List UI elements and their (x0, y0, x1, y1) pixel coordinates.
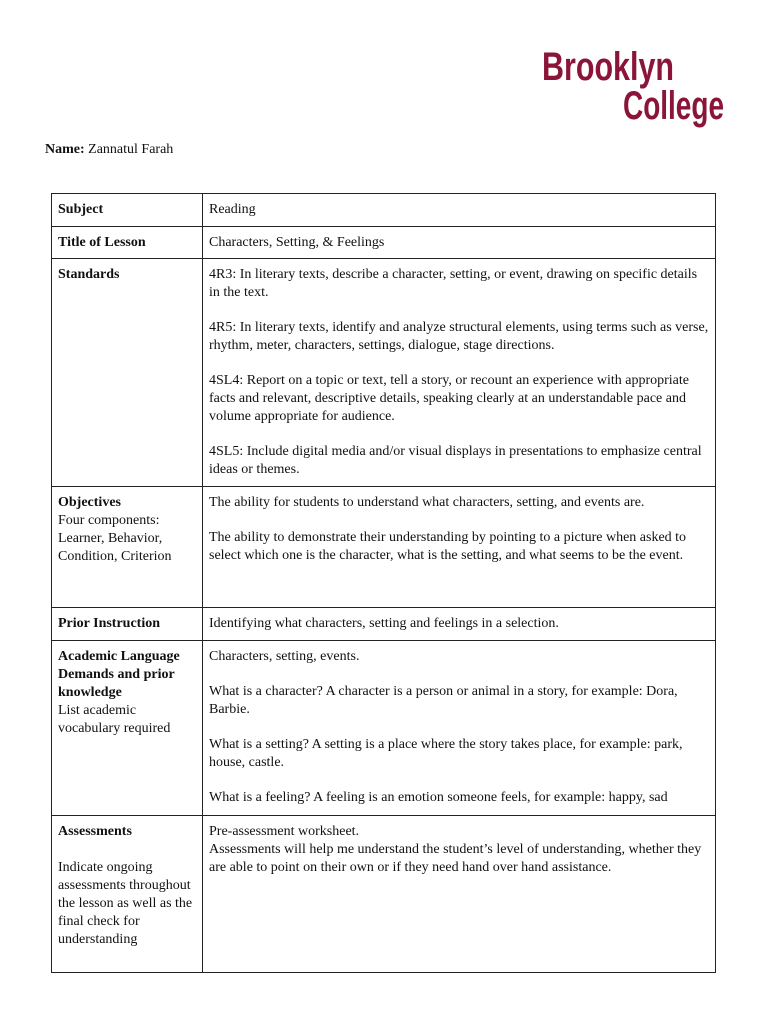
row-standards (52, 259, 716, 487)
row-sublabel: Indicate ongoing assessments throughout the lesson as well as the final check for understanding (58, 860, 193, 947)
row-label: Academic Language Demands and prior knowledge (58, 649, 180, 700)
row-title-of-lesson (52, 227, 716, 259)
name-label: Name: (45, 142, 85, 157)
objective-1: The ability for students to understand what characters, setting, and events are. (209, 495, 645, 510)
row-label: Prior Instruction (58, 616, 161, 631)
row-content-text: Reading (209, 202, 256, 217)
row-sublabel: List academic vocabulary required (58, 703, 171, 736)
row-content-cell (203, 608, 716, 641)
row-label-cell (52, 259, 203, 487)
assessment-1: Pre-assessment worksheet. (209, 824, 360, 839)
row-prior-instruction (52, 608, 716, 641)
brooklyn-college-logo (542, 44, 732, 126)
standard-4sl5: 4SL5: Include digital media and/or visual displays in presentations to emphasize central ideas or themes. (209, 444, 702, 477)
logo-line-1: Brooklyn (542, 45, 674, 89)
character-definition: What is a character? A character is a person or animal in a story, for example: Dora, Barbie. (209, 684, 678, 717)
row-label: Title of Lesson (58, 235, 146, 250)
row-content-cell (203, 816, 716, 973)
row-content-cell (203, 194, 716, 227)
row-assessments (52, 816, 716, 973)
standard-4r5: 4R5: In literary texts, identify and analyze structural elements, using terms such as verse, rhythm, meter, characters, settings, dialogue, stage directions. (209, 320, 709, 353)
standard-4sl4: 4SL4: Report on a topic or text, tell a story, or recount an experience with appropriate facts and relevant, descriptive details, speaking clearly at an understandable pace and volume appropriate for audience. (209, 373, 689, 424)
row-label-cell (52, 641, 203, 816)
row-label-cell (52, 227, 203, 259)
objective-2: The ability to demonstrate their understanding by pointing to a picture when asked to select which one is the character, what is the setting, and what seems to be the event. (209, 530, 687, 563)
row-academic-language (52, 641, 716, 816)
assessment-2: Assessments will help me understand the student’s level of understanding, whether they are able to point on their own or if they need hand over hand assistance. (209, 842, 702, 875)
student-name-line (45, 141, 173, 159)
row-label: Assessments (58, 824, 132, 839)
vocabulary-list: Characters, setting, events. (209, 649, 360, 664)
lesson-plan-table (51, 193, 716, 973)
feeling-definition: What is a feeling? A feeling is an emotion someone feels, for example: happy, sad (209, 790, 668, 805)
row-content-text: Characters, Setting, & Feelings (209, 235, 385, 250)
row-label: Subject (58, 202, 104, 217)
name-value: Zannatul Farah (88, 142, 174, 157)
row-content-text: Identifying what characters, setting and feelings in a selection. (209, 616, 559, 631)
row-label-cell (52, 816, 203, 973)
row-label: Standards (58, 267, 120, 282)
row-objectives (52, 487, 716, 608)
row-content-cell (203, 259, 716, 487)
logo-line-2: College (623, 84, 724, 128)
row-subject (52, 194, 716, 227)
row-content-cell (203, 487, 716, 608)
row-content-cell (203, 227, 716, 259)
row-label-cell (52, 194, 203, 227)
standard-4r3: 4R3: In literary texts, describe a character, setting, or event, drawing on specific details in the text. (209, 267, 698, 300)
row-content-cell (203, 641, 716, 816)
row-sublabel: Four components: Learner, Behavior, Condition, Criterion (58, 513, 172, 564)
setting-definition: What is a setting? A setting is a place where the story takes place, for example: park, house, castle. (209, 737, 683, 770)
row-label-cell (52, 608, 203, 641)
row-label-cell (52, 487, 203, 608)
row-label: Objectives (58, 495, 121, 510)
